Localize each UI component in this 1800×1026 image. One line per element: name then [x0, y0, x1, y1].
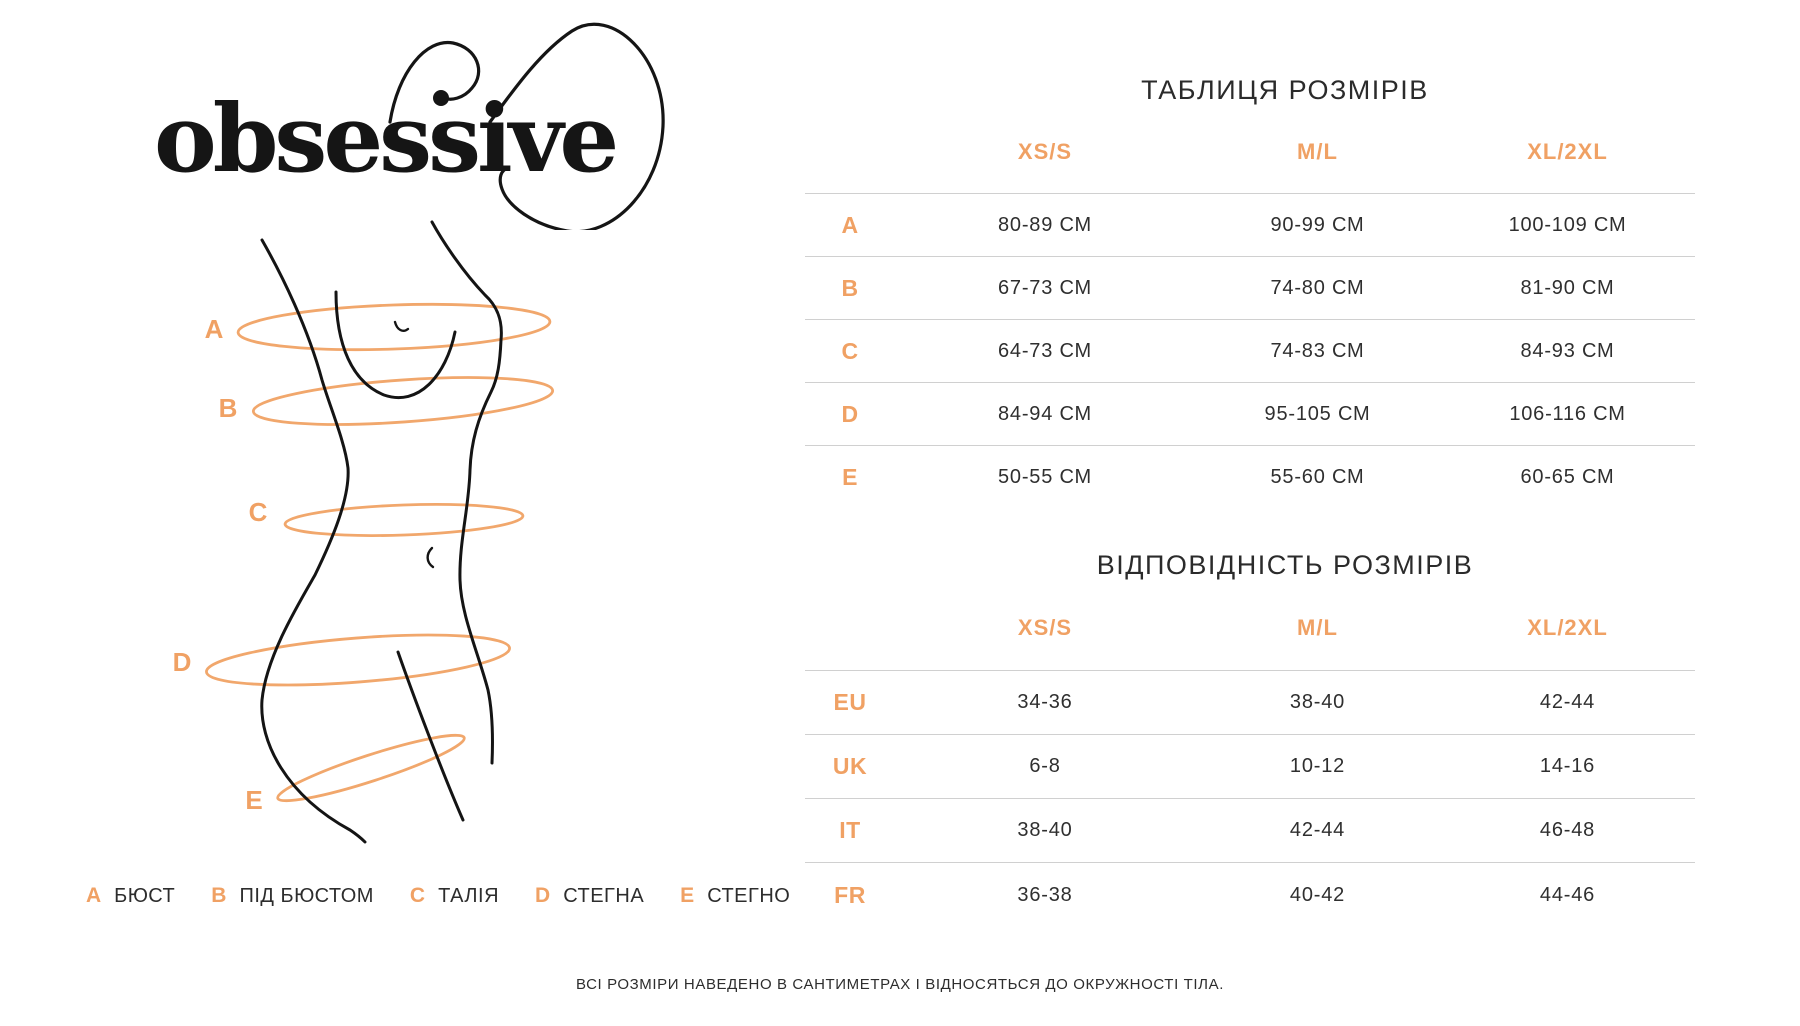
legend-item-thigh	[680, 884, 790, 908]
legend-letter: B	[211, 884, 227, 907]
size-value: 60-65 СМ	[1520, 466, 1615, 488]
table-row	[805, 863, 1695, 927]
size-value: 36-38	[1017, 883, 1073, 906]
brand-logo-text: obsessive	[154, 84, 616, 194]
table-row	[805, 383, 1695, 446]
table-row	[805, 194, 1695, 257]
table-row	[805, 671, 1695, 735]
legend-item-bust	[86, 884, 175, 908]
band-label-c: C	[248, 497, 268, 527]
tables-area	[805, 70, 1695, 927]
legend-letter: E	[680, 884, 695, 907]
size-value: 84-94 СМ	[998, 402, 1092, 425]
conversion-table	[805, 545, 1695, 927]
column-header-xs-s: XS/S	[1017, 614, 1073, 640]
size-value: 38-40	[1289, 691, 1346, 713]
size-value: 55-60 СМ	[1270, 466, 1365, 488]
size-value: 80-89 СМ	[998, 213, 1092, 236]
nipple-mark	[395, 322, 408, 331]
table-row	[805, 735, 1695, 799]
column-header-xs-s: XS/S	[1017, 138, 1073, 164]
size-value: 100-109 СМ	[1508, 213, 1627, 236]
conversion-table-title: ВІДПОВІДНІСТЬ РОЗМІРІВ	[1096, 550, 1474, 580]
band-label-e: E	[245, 785, 263, 815]
legend-label: СТЕГНО	[707, 884, 791, 907]
size-table-header-row	[805, 110, 1695, 194]
size-value: 38-40	[1017, 819, 1073, 841]
measurement-legend	[86, 884, 790, 908]
size-value: 74-80 СМ	[1270, 276, 1365, 299]
size-value: 42-44	[1289, 819, 1346, 841]
table-row	[805, 320, 1695, 383]
footer-note: ВСІ РОЗМІРИ НАВЕДЕНО В САНТИМЕТРАХ І ВІДНОСЯТЬСЯ ДО ОКРУЖНОСТІ ТІЛА.	[576, 976, 1224, 993]
size-table-title: ТАБЛИЦЯ РОЗМІРІВ	[1141, 75, 1429, 105]
row-label: C	[841, 337, 859, 364]
row-label-it: IT	[839, 817, 861, 843]
size-value: 95-105 СМ	[1264, 402, 1371, 425]
row-label-fr: FR	[834, 881, 866, 908]
band-label-b: B	[218, 393, 238, 423]
table-row	[805, 799, 1695, 863]
legend-label: БЮСТ	[114, 884, 176, 907]
row-label: A	[841, 211, 859, 238]
legend-item-waist	[410, 884, 499, 908]
legend-letter: C	[409, 884, 426, 907]
size-value: 67-73 СМ	[998, 276, 1092, 299]
brand-logo	[120, 10, 720, 230]
body-silhouette	[160, 210, 570, 850]
size-value: 40-42	[1289, 883, 1346, 906]
row-label: E	[842, 464, 858, 490]
legend-label: ТАЛІЯ	[438, 884, 500, 907]
legend-label: СТЕГНА	[563, 884, 645, 907]
measurement-diagram	[160, 210, 570, 850]
legend-item-underbust	[211, 884, 374, 908]
size-value: 50-55 СМ	[998, 466, 1092, 488]
size-value: 84-93 СМ	[1520, 339, 1615, 362]
brand-logo-graphic	[120, 10, 720, 230]
band-label-d: D	[172, 647, 192, 677]
size-value: 90-99 СМ	[1270, 213, 1365, 236]
column-header-xl-2xl: XL/2XL	[1527, 614, 1608, 640]
body-back-outline	[262, 240, 365, 842]
column-header-m-l: M/L	[1297, 614, 1338, 640]
band-ellipse-e	[274, 725, 468, 810]
size-value: 106-116 СМ	[1509, 402, 1626, 425]
size-value: 44-46	[1539, 883, 1596, 906]
size-value: 46-48	[1539, 819, 1596, 841]
band-ellipse-d	[205, 626, 512, 694]
size-value: 64-73 СМ	[998, 339, 1092, 362]
band-ellipse-c	[285, 501, 524, 539]
row-label: D	[841, 400, 859, 427]
band-ellipse-b	[252, 370, 554, 433]
size-value: 10-12	[1289, 755, 1346, 777]
row-label: B	[841, 274, 859, 301]
table-row	[805, 257, 1695, 320]
legend-label: ПІД БЮСТОМ	[239, 884, 374, 907]
size-value: 42-44	[1539, 691, 1596, 713]
column-header-m-l: M/L	[1297, 138, 1338, 164]
legend-letter: D	[535, 884, 551, 907]
column-header-xl-2xl: XL/2XL	[1527, 138, 1608, 164]
size-value: 14-16	[1539, 755, 1596, 777]
legend-letter: A	[86, 884, 102, 907]
size-value: 74-83 СМ	[1270, 339, 1365, 362]
row-label-eu: EU	[833, 689, 867, 715]
band-ellipse-a	[237, 300, 550, 355]
conversion-table-header-row	[805, 585, 1695, 671]
size-value: 81-90 СМ	[1520, 276, 1615, 299]
row-label-uk: UK	[832, 753, 868, 779]
size-value: 34-36	[1017, 691, 1073, 713]
legend-item-hips	[535, 884, 644, 908]
band-label-a: A	[204, 314, 224, 344]
size-value: 6-8	[1029, 755, 1061, 777]
size-table	[805, 70, 1695, 509]
navel-mark	[428, 548, 433, 567]
table-row	[805, 446, 1695, 509]
